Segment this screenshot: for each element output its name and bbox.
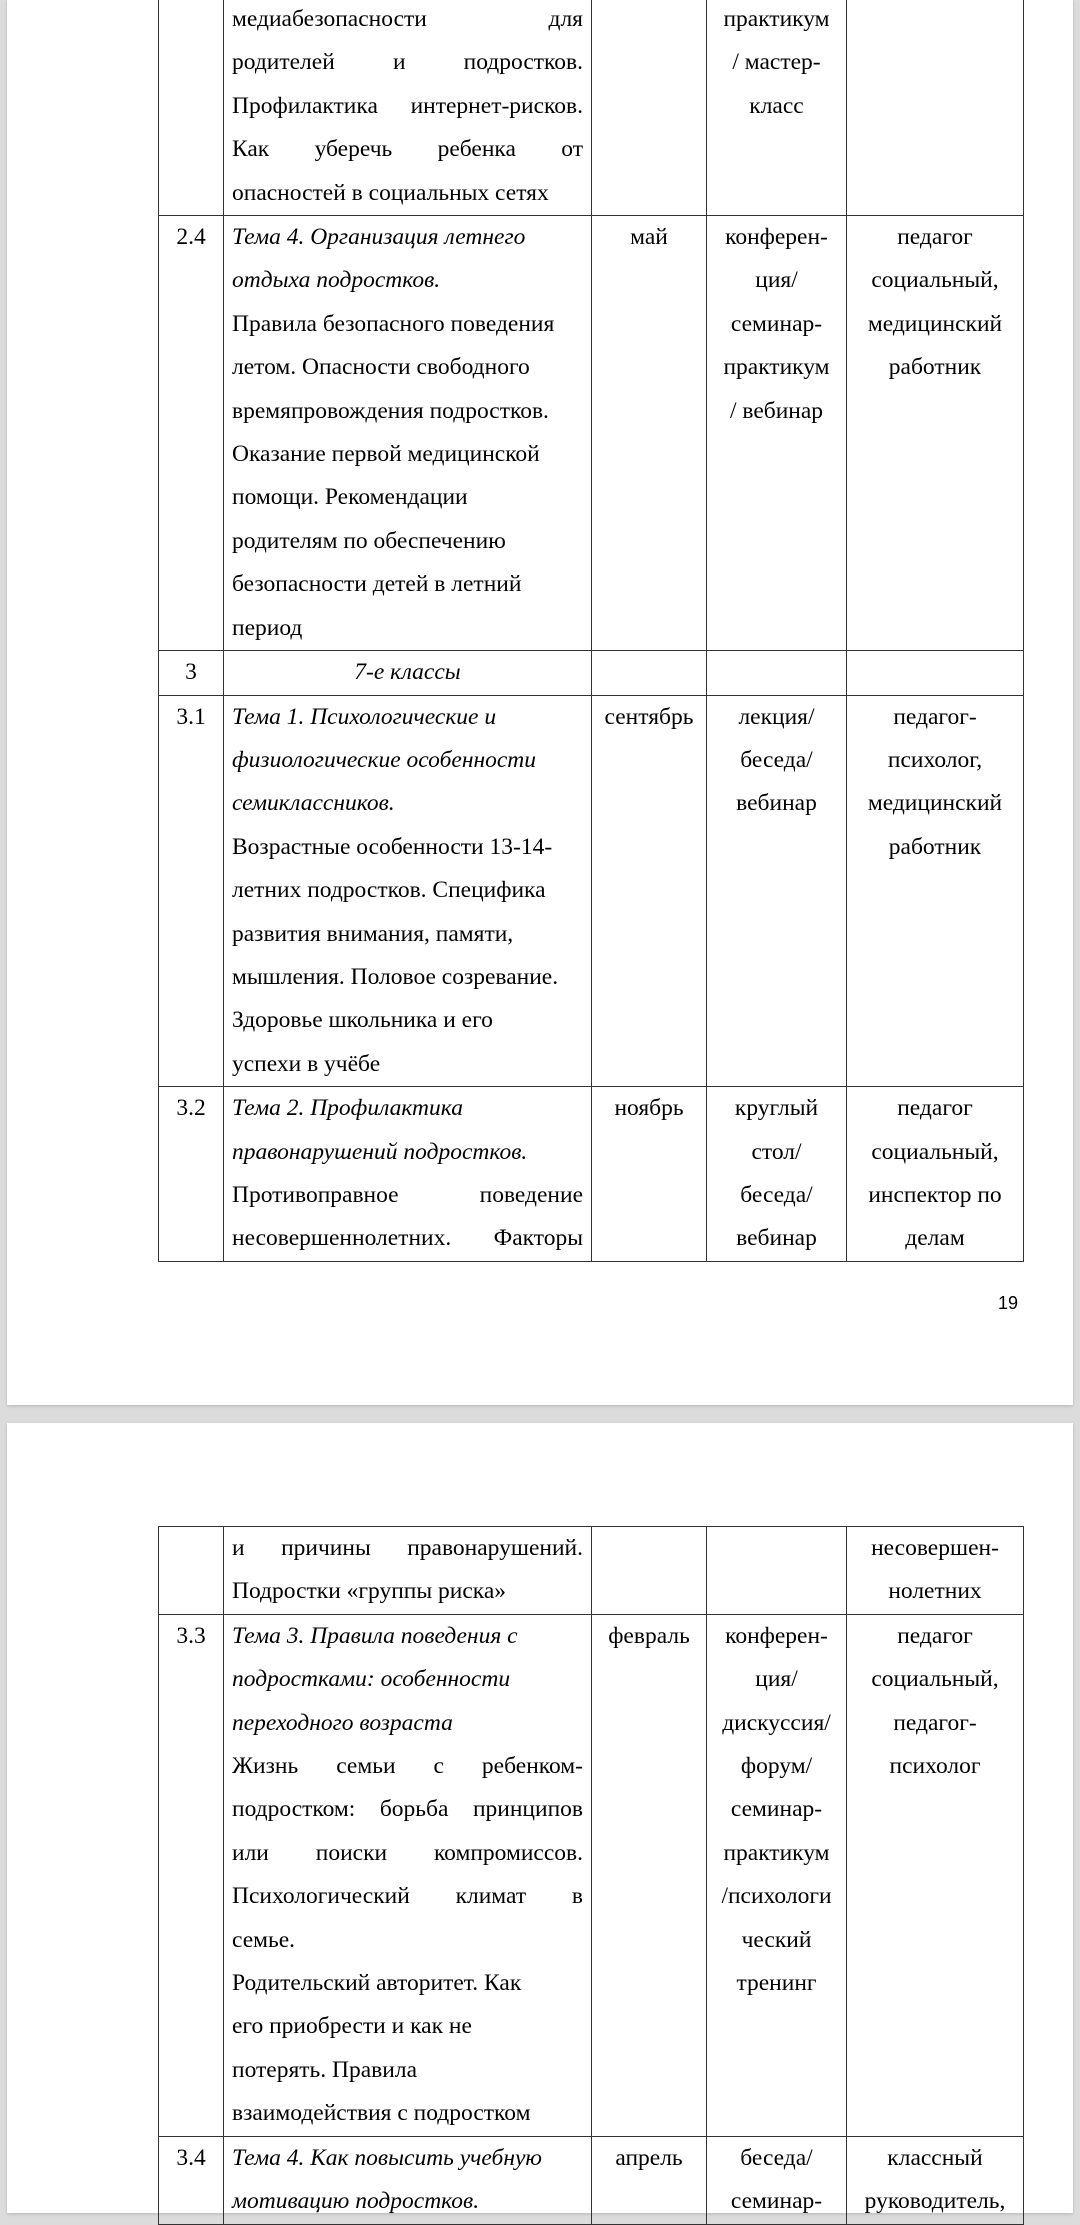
section-title: 7-е классы <box>224 651 592 695</box>
topic-title: Тема 1. Психологические и физиологические особенности семиклассников. <box>232 703 537 817</box>
month-cell: май <box>592 216 707 651</box>
document-page-2 <box>7 1423 1073 2213</box>
table-row <box>159 695 1024 1087</box>
topic-cell <box>224 1614 592 2136</box>
section-number: 3 <box>159 651 224 695</box>
plan-table-page-2 <box>158 1526 1024 2225</box>
topic-title: Тема 3. Правила поведения с подростками: особенности переходного возраста <box>232 1622 518 1736</box>
month-cell: сентябрь <box>592 695 707 1087</box>
month-cell: ноябрь <box>592 1087 707 1262</box>
form-cell: конферен- ция/ дискуссия/ форум/ семинар- практикум /психологи ческий тренинг <box>707 1614 847 2136</box>
form-cell: лекция/ беседа/ вебинар <box>707 695 847 1087</box>
table-row <box>159 1614 1024 2136</box>
form-cell: круглый стол/ беседа/ вебинар <box>707 1087 847 1262</box>
plan-table-page-1 <box>158 0 1024 1262</box>
topic-body: Возрастные особенности 13-14- летних подростков. Специфика развития внимания, памяти, мышления. Половое созревание. Здоровье школьника и его успехи в учёбе <box>232 833 559 1077</box>
row-number <box>159 0 224 216</box>
form-cell: практикум / мастер- класс <box>707 0 847 216</box>
month-cell: февраль <box>592 1614 707 2136</box>
month-cell <box>592 0 707 216</box>
responsible-cell: педагог социальный, медицинский работник <box>847 216 1024 651</box>
document-page-1 <box>7 0 1073 1405</box>
responsible-cell: классный руководитель, <box>847 2136 1024 2224</box>
topic-title: Тема 2. Профилактика правонарушений подростков. <box>232 1095 528 1165</box>
row-number: 3.3 <box>159 1614 224 2136</box>
topic-cell <box>224 0 592 216</box>
row-number: 3.2 <box>159 1087 224 1262</box>
table-row <box>159 2136 1024 2224</box>
row-number: 2.4 <box>159 216 224 651</box>
month-cell <box>592 1527 707 1615</box>
topic-cell <box>224 216 592 651</box>
topic-body: Противоправное поведение несовершеннолетних. Факторы <box>232 1181 583 1252</box>
section-row <box>159 651 1024 695</box>
topic-body-continued: семье. Родительский авторитет. Как его приобрести и как не потерять. Правила взаимодействия с подростком <box>232 1926 531 2127</box>
form-cell: беседа/ семинар- <box>707 2136 847 2224</box>
responsible-cell: педагог- психолог, медицинский работник <box>847 695 1024 1087</box>
topic-body: Жизнь семьи с ребенком- подростком: борьба принципов или поиски компромиссов. Психологический климат в <box>232 1753 583 1910</box>
topic-cell <box>224 2136 592 2224</box>
form-cell <box>707 1527 847 1615</box>
row-number: 3.1 <box>159 695 224 1087</box>
row-number <box>159 1527 224 1615</box>
table-row <box>159 216 1024 651</box>
responsible-cell: несовершен- нолетних <box>847 1527 1024 1615</box>
topic-title: Тема 4. Как повысить учебную мотивацию подростков. <box>232 2144 542 2215</box>
responsible-cell: педагог социальный, инспектор по делам <box>847 1087 1024 1262</box>
topic-body: и причины правонарушений. Подростки «группы риска» <box>232 1535 583 1605</box>
topic-cell <box>224 695 592 1087</box>
table-row <box>159 0 1024 216</box>
topic-title: Тема 4. Организация летнего отдыха подростков. <box>232 224 526 294</box>
topic-cell <box>224 1087 592 1262</box>
page-number: 19 <box>997 1293 1018 1313</box>
topic-cell <box>224 1527 592 1615</box>
topic-body: Правила безопасного поведения летом. Опасности свободного времяпровождения подростков. Оказание первой медицинской помощи. Рекомендации родителям по обеспечению безопасности детей в летний период <box>232 310 555 641</box>
responsible-cell <box>847 0 1024 216</box>
form-cell: конферен- ция/ семинар- практикум / вебинар <box>707 216 847 651</box>
responsible-cell: педагог социальный, педагог- психолог <box>847 1614 1024 2136</box>
table-row <box>159 1087 1024 1262</box>
row-number: 3.4 <box>159 2136 224 2224</box>
month-cell: апрель <box>592 2136 707 2224</box>
topic-body: медиабезопасности для родителей и подростков. Профилактика интернет-рисков. Как уберечь ребенка от опасностей в социальных сетях <box>232 6 583 206</box>
table-row <box>159 1527 1024 1615</box>
